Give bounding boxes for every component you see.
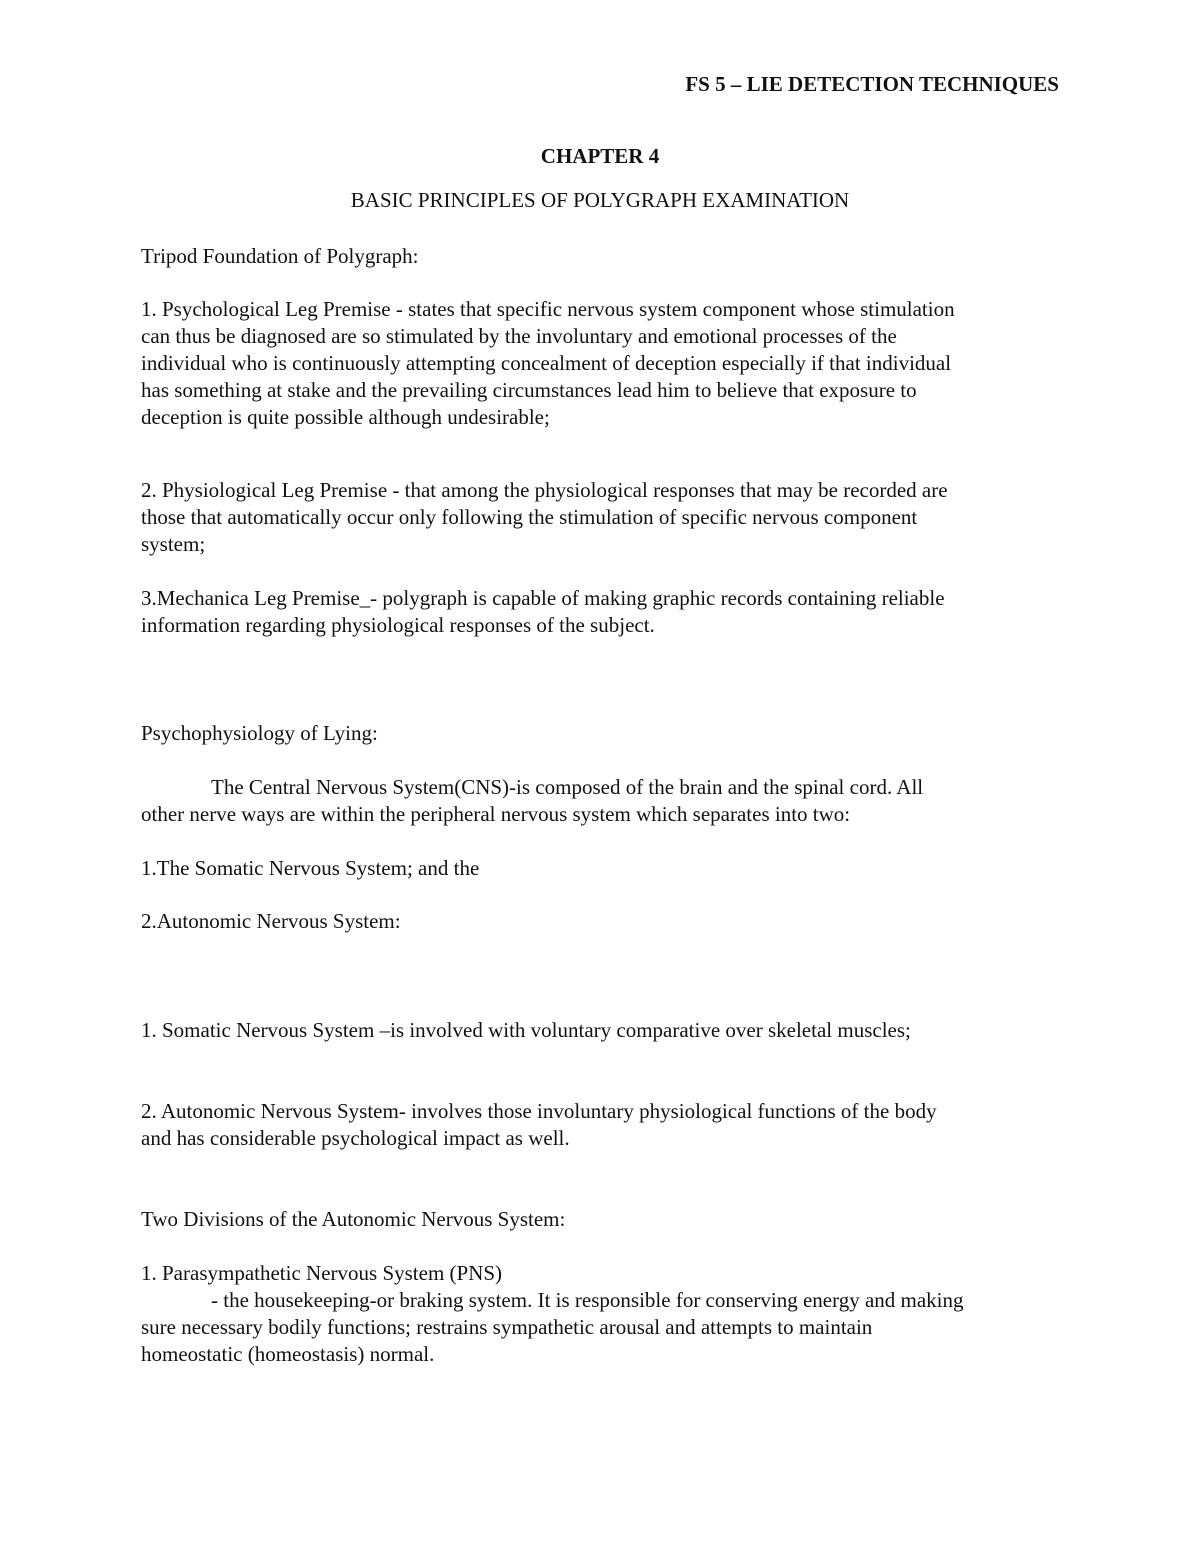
chapter-subtitle: BASIC PRINCIPLES OF POLYGRAPH EXAMINATION bbox=[350, 188, 850, 212]
chapter-title: CHAPTER 4 bbox=[540, 144, 660, 168]
psycho-list-item1: 1.The Somatic Nervous System; and the bbox=[141, 856, 480, 880]
autonomic-definition-line1: 2. Autonomic Nervous System- involves those involuntary physiological functions of the body bbox=[141, 1099, 937, 1123]
somatic-definition: 1. Somatic Nervous System –is involved with voluntary comparative over skeletal muscles; bbox=[141, 1018, 911, 1042]
pns-body-line1: - the housekeeping-or braking system. It is responsible for conserving energy and making bbox=[211, 1288, 964, 1312]
divisions-heading: Two Divisions of the Autonomic Nervous System: bbox=[141, 1207, 566, 1231]
page-header: FS 5 – LIE DETECTION TECHNIQUES bbox=[685, 72, 1059, 96]
tripod-item1-line5: deception is quite possible although undesirable; bbox=[141, 405, 550, 429]
tripod-item3-line2: information regarding physiological responses of the subject. bbox=[141, 613, 655, 637]
tripod-heading: Tripod Foundation of Polygraph: bbox=[141, 244, 419, 268]
tripod-item1-line2: can thus be diagnosed are so stimulated by the involuntary and emotional processes of the bbox=[141, 324, 897, 348]
tripod-item2-line1: 2. Physiological Leg Premise - that among the physiological responses that may be recorded are bbox=[141, 478, 948, 502]
psycho-list-item2: 2.Autonomic Nervous System: bbox=[141, 909, 401, 933]
psycho-para-line2: other nerve ways are within the peripheral nervous system which separates into two: bbox=[141, 802, 851, 826]
autonomic-definition-line2: and has considerable psychological impact as well. bbox=[141, 1126, 570, 1150]
tripod-item1-line3: individual who is continuously attempting concealment of deception especially if that individual bbox=[141, 351, 952, 375]
tripod-item2-line3: system; bbox=[141, 532, 206, 556]
psycho-para-line1: The Central Nervous System(CNS)-is composed of the brain and the spinal cord. All bbox=[211, 775, 924, 799]
tripod-item1-line4: has something at stake and the prevailing circumstances lead him to believe that exposure to bbox=[141, 378, 917, 402]
psycho-heading: Psychophysiology of Lying: bbox=[141, 721, 378, 745]
tripod-item2-line2: those that automatically occur only following the stimulation of specific nervous component bbox=[141, 505, 918, 529]
tripod-item3-line1: 3.Mechanica Leg Premise_- polygraph is capable of making graphic records containing reliable bbox=[141, 586, 945, 610]
tripod-item1-line1: 1. Psychological Leg Premise - states that specific nervous system component whose stimulation bbox=[141, 297, 955, 321]
pns-body-line3: homeostatic (homeostasis) normal. bbox=[141, 1342, 435, 1366]
pns-body-line2: sure necessary bodily functions; restrains sympathetic arousal and attempts to maintain bbox=[141, 1315, 873, 1339]
pns-title: 1. Parasympathetic Nervous System (PNS) bbox=[141, 1261, 503, 1285]
